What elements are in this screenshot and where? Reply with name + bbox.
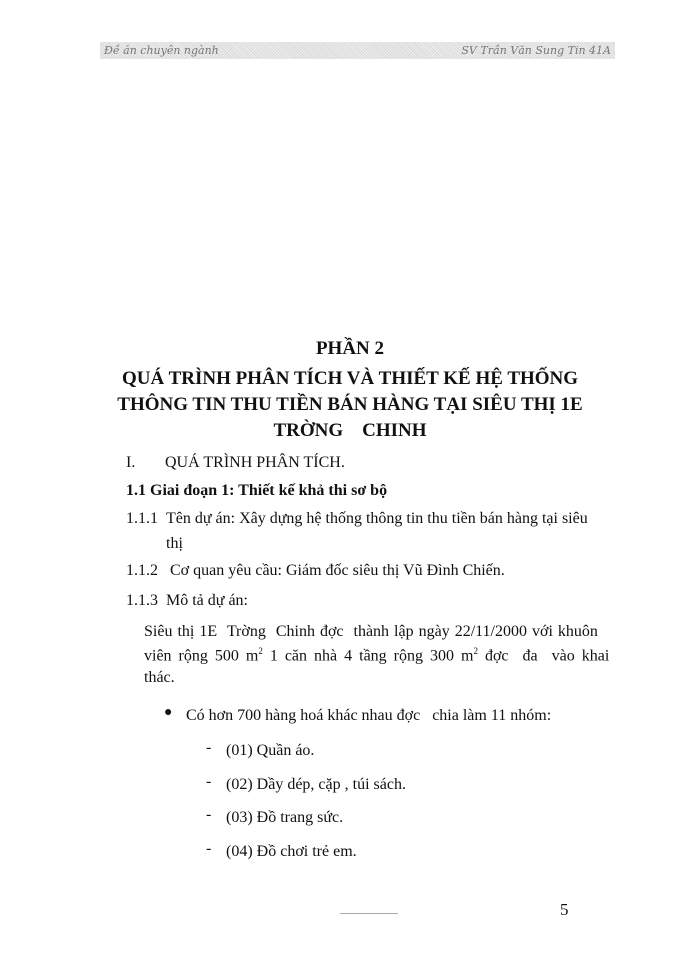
dash-icon: -	[206, 806, 212, 823]
group-item: (02) Dầy dép, cặp , túi sách.	[226, 776, 406, 793]
group-item: (01) Quần áo.	[226, 742, 315, 759]
title-line: TRỜNG CHINH	[273, 420, 427, 441]
paragraph-line: viên rộng 500 $m^2$ 1 căn nhà 4 tầng rộng 300 $m^2$ đợc đa vào khai	[144, 646, 610, 665]
item-number: 1.1.2	[126, 562, 158, 579]
item-text: Cơ quan yêu cầu: Giám đốc siêu thị Vũ Đình Chiến.	[170, 562, 505, 579]
dash-icon: -	[206, 739, 212, 756]
item-number: 1.1.3	[126, 592, 158, 609]
footer-line	[340, 913, 398, 914]
section-number: I.	[126, 454, 136, 471]
bullet-text: Có hơn 700 hàng hoá khác nhau đợc chia làm 11 nhóm:	[186, 707, 552, 724]
dash-icon: -	[206, 840, 212, 857]
item-text-cont: thị	[166, 535, 183, 552]
title-line: THÔNG TIN THU TIỀN BÁN HÀNG TẠI SIÊU THỊ 1E	[117, 394, 583, 415]
group-item: (03) Đồ trang sức.	[226, 809, 344, 826]
item-number: 1.1.1	[126, 510, 158, 527]
header-left: Đề án chuyên ngành	[104, 44, 219, 57]
item-text: Mô tả dự án:	[166, 592, 248, 609]
subsection-heading: 1.1 Giai đoạn 1: Thiết kế khả thi sơ bộ	[126, 482, 388, 499]
item-text: Tên dự án: Xây dựng hệ thống thông tin thu tiền bán hàng tại siêu	[166, 510, 588, 527]
bullet-icon: ●	[164, 705, 173, 720]
group-item: (04) Đồ chơi trẻ em.	[226, 843, 357, 860]
page-number: 5	[560, 900, 569, 919]
part-heading: PHẦN 2	[315, 338, 385, 359]
paragraph-line: Siêu thị 1E Trờng Chinh đợc thành lập ngày 22/11/2000 với khuôn	[144, 623, 598, 640]
header-right: SV Trần Văn Sung Tin 41A	[461, 44, 611, 57]
dash-icon: -	[206, 773, 212, 790]
page-header	[100, 42, 615, 59]
title-line: QUÁ TRÌNH PHÂN TÍCH VÀ THIẾT KẾ HỆ THỐNG	[121, 368, 579, 389]
section-heading: QUÁ TRÌNH PHÂN TÍCH.	[165, 454, 345, 471]
paragraph-line: thác.	[144, 669, 175, 686]
